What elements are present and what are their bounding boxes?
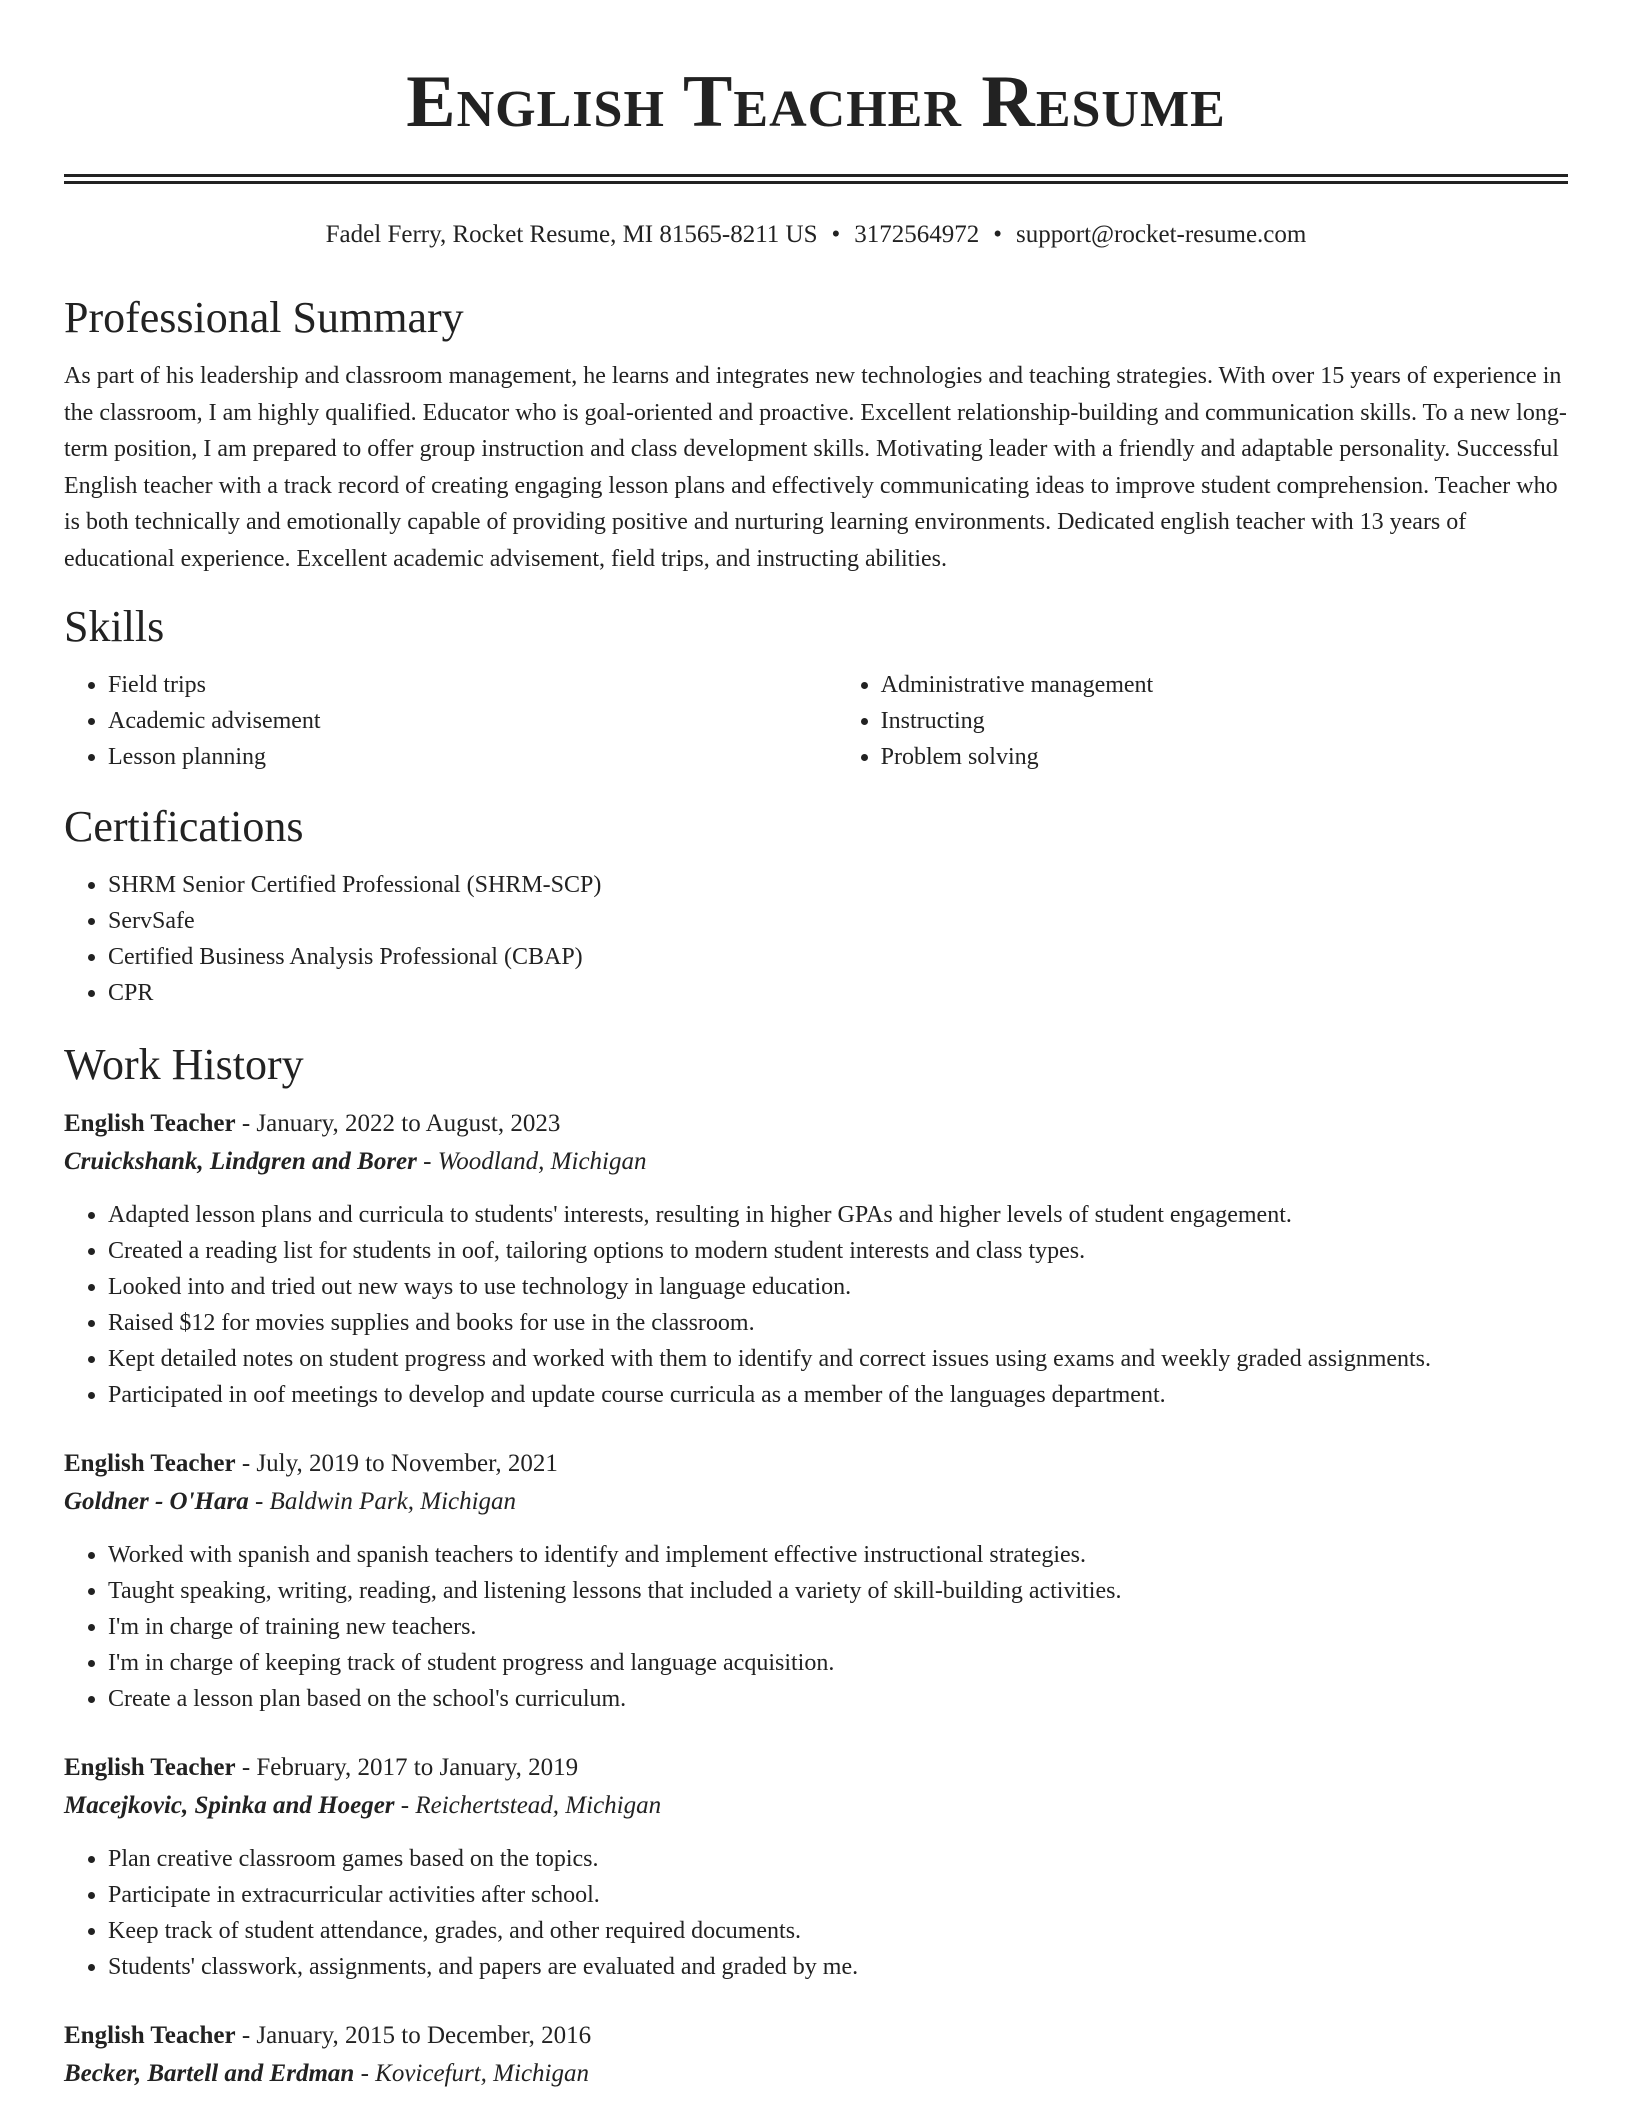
job-duty: • Worked with spanish and spanish teachers to identify and implement effective instructional strategies.: [108, 1537, 1568, 1573]
job-title: English Teacher: [64, 1754, 236, 1781]
job-duty: • Looked into and tried out new ways to use technology in language education.: [108, 1269, 1568, 1305]
job-duty: • Adapted lesson plans and curricula to students' interests, resulting in higher GPAs and higher levels of student engagement.: [108, 1197, 1568, 1233]
job-duties: [64, 1537, 1568, 1717]
contact-address: Fadel Ferry, Rocket Resume, MI 81565-8211 US: [325, 221, 818, 248]
job-duty: • Raised $12 for movies supplies and books for use in the classroom.: [108, 1305, 1568, 1341]
job-company: Cruickshank, Lindgren and Borer: [64, 1148, 417, 1175]
job-company-line: [64, 1483, 1568, 1521]
job-duty: • Created a reading list for students in oof, tailoring options to modern student interests and class types.: [108, 1233, 1568, 1269]
skill-item: • Academic advisement: [108, 703, 837, 739]
job-company-line: [64, 2055, 1568, 2093]
certification-item: • Certified Business Analysis Professional (CBAP): [108, 939, 1568, 975]
job-duty: • Keep track of student attendance, grades, and other required documents.: [108, 1913, 1568, 1949]
skill-item: • Instructing: [881, 703, 1568, 739]
skill-item: • Field trips: [108, 667, 837, 703]
job-entry: [64, 1749, 1568, 1985]
job-title: English Teacher: [64, 1110, 236, 1137]
certification-item: • ServSafe: [108, 903, 1568, 939]
summary-text: As part of his leadership and classroom management, he learns and integrates new technologies and teaching strategies. With over 15 years of experience in the classroom, I am highly qualified. Educator who is goal-oriented and proactive. Excellent relationship-building and communication skills. To a new long-term position, I am prepared to offer group instruction and class development skills. Motivating leader with a friendly and adaptable personality. Successful English teacher with a track record of creating engaging lesson plans and effectively communicating ideas to improve student comprehension. Teacher who is both technically and emotionally capable of providing positive and nurturing learning environments. Dedicated english teacher with 13 years of educational experience. Excellent academic advisement, field trips, and instructing abilities.: [64, 363, 1567, 572]
certification-item: • SHRM Senior Certified Professional (SHRM-SCP): [108, 867, 1568, 903]
job-duties: [64, 1197, 1568, 1413]
job-duty: • Plan creative classroom games based on the topics.: [108, 1841, 1568, 1877]
job-entry: [64, 2017, 1568, 2093]
job-entry: [64, 1105, 1568, 1413]
contact-email: support@rocket-resume.com: [1016, 221, 1307, 248]
job-duty: • I'm in charge of training new teachers.: [108, 1609, 1568, 1645]
job-dates: - January, 2022 to August, 2023: [235, 1110, 561, 1137]
job-company-line: [64, 1787, 1568, 1825]
job-title: English Teacher: [64, 1450, 236, 1477]
skill-item: • Lesson planning: [108, 739, 837, 775]
skills-heading: Skills: [64, 602, 165, 651]
job-dates: - July, 2019 to November, 2021: [235, 1450, 558, 1477]
contact-phone: 3172564972: [854, 221, 980, 248]
job-duties: [64, 1841, 1568, 1985]
certifications-section: [64, 799, 1568, 1011]
job-company: Goldner - O'Hara: [64, 1488, 249, 1515]
contact-separator: •: [831, 221, 841, 248]
skills-grid: [64, 655, 1568, 775]
job-company-line: [64, 1143, 1568, 1181]
title-divider: [64, 174, 1568, 184]
job-header: [64, 1105, 1568, 1143]
job-header: [64, 2017, 1568, 2055]
certification-item: • CPR: [108, 975, 1568, 1011]
job-duty: • Taught speaking, writing, reading, and listening lessons that included a variety of skill-building activities.: [108, 1573, 1568, 1609]
work-history-heading: Work History: [64, 1040, 304, 1089]
job-title: English Teacher: [64, 2022, 236, 2049]
job-duty: • I'm in charge of keeping track of student progress and language acquisition.: [108, 1645, 1568, 1681]
skills-list-left: [64, 667, 837, 775]
certifications-heading: Certifications: [64, 802, 304, 851]
summary-heading: Professional Summary: [64, 293, 464, 342]
skill-item: • Administrative management: [881, 667, 1568, 703]
job-duty: • Participated in oof meetings to develop and update course curricula as a member of the languages department.: [108, 1377, 1568, 1413]
skill-item: • Problem solving: [881, 739, 1568, 775]
contact-separator: •: [993, 221, 1003, 248]
job-header: [64, 1749, 1568, 1787]
work-history-section: [64, 1037, 1568, 2093]
job-duty: • Participate in extracurricular activities after school.: [108, 1877, 1568, 1913]
job-location: - Woodland, Michigan: [416, 1148, 647, 1175]
job-entry: [64, 1445, 1568, 1717]
resume-title: English Teacher Resume: [406, 61, 1226, 143]
job-dates: - February, 2017 to January, 2019: [235, 1754, 579, 1781]
job-dates: - January, 2015 to December, 2016: [235, 2022, 592, 2049]
job-location: - Kovicefurt, Michigan: [354, 2060, 589, 2087]
job-duty: • Kept detailed notes on student progress and worked with them to identify and correct issues using exams and weekly graded assignments.: [108, 1341, 1568, 1377]
job-duty: • Create a lesson plan based on the school's curriculum.: [108, 1681, 1568, 1717]
job-location: - Baldwin Park, Michigan: [248, 1488, 517, 1515]
job-company: Macejkovic, Spinka and Hoeger: [64, 1792, 395, 1819]
skills-list-right: [837, 667, 1568, 775]
job-company: Becker, Bartell and Erdman: [64, 2060, 355, 2087]
contact-line: [64, 218, 1568, 252]
certifications-list: [64, 867, 1568, 1011]
job-location: - Reichertstead, Michigan: [394, 1792, 662, 1819]
job-duty: • Students' classwork, assignments, and papers are evaluated and graded by me.: [108, 1949, 1568, 1985]
skills-section: [64, 599, 1568, 775]
job-header: [64, 1445, 1568, 1483]
summary-section: [64, 290, 1568, 577]
